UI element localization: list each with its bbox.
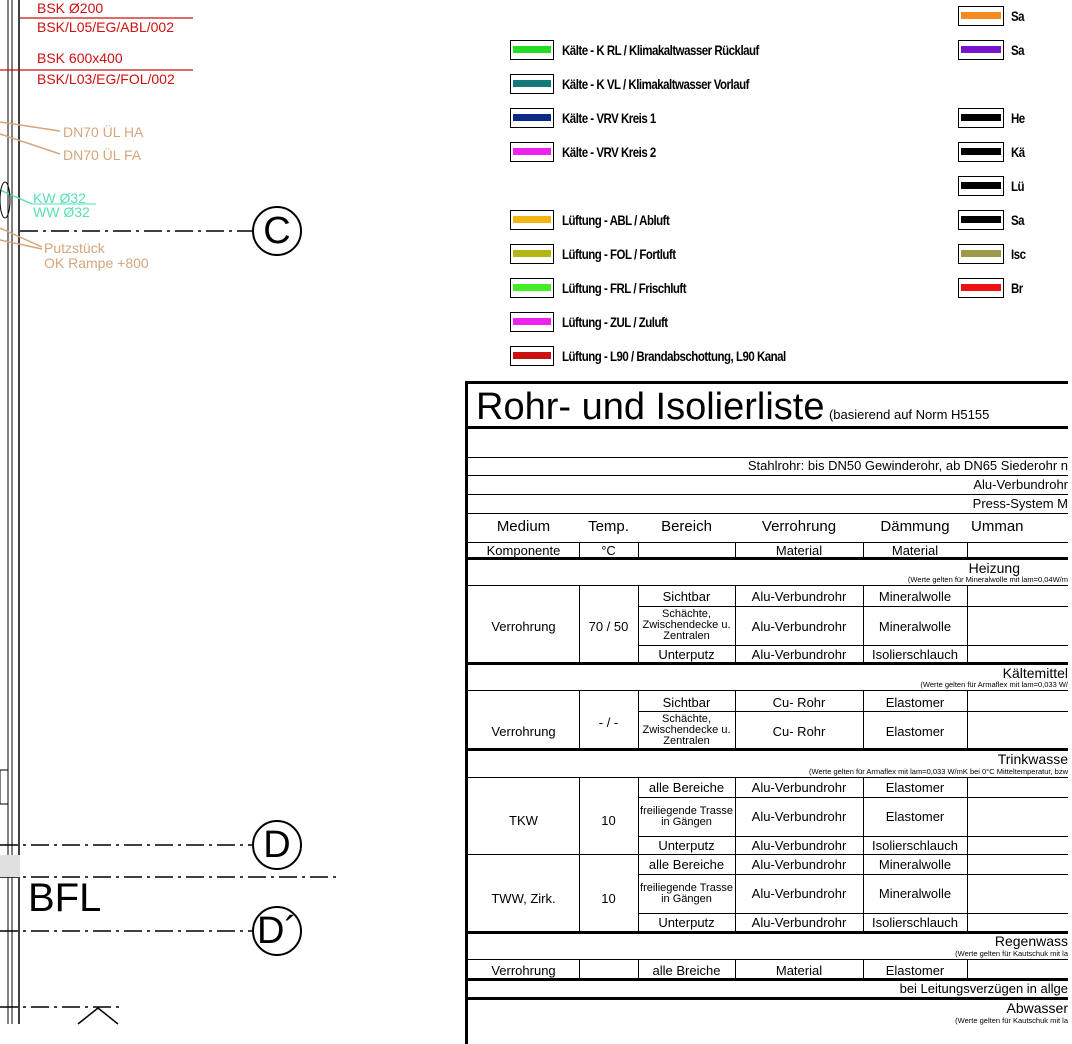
legend-label: Lüftung - FRL / Frischluft bbox=[562, 280, 687, 296]
ok-rampe-label: OK Rampe +800 bbox=[44, 255, 149, 271]
rohr-isolierliste-table bbox=[465, 381, 1068, 1044]
header-bereich: Bereich bbox=[661, 518, 712, 535]
grid-axis-d-prime-bubble: D´ bbox=[252, 906, 302, 956]
section-kaeltemittel: Kältemittel bbox=[1002, 665, 1068, 681]
header-ummantelung: Umman bbox=[971, 518, 1024, 535]
heizung-medium: Verrohrung bbox=[491, 619, 556, 634]
bsk-code-label-1: BSK/L05/EG/ABL/002 bbox=[37, 19, 174, 35]
subheader-komponente: Komponente bbox=[486, 543, 561, 558]
dn-ha-label: DN70 ÜL HA bbox=[63, 124, 144, 140]
putzstueck-label: Putzstück bbox=[44, 240, 105, 256]
regen-bereich: alle Breiche bbox=[652, 963, 721, 978]
tww-medium: TWW, Zirk. bbox=[491, 891, 556, 906]
tww-verrohrung-2: Alu-Verbundrohr bbox=[751, 886, 847, 901]
legend-label: Sa bbox=[1011, 212, 1025, 228]
legend-label: Lü bbox=[1011, 178, 1025, 194]
kaelte-bereich-2: Schächte, Zwischendecke u. Zentralen bbox=[642, 713, 731, 747]
legend-swatch bbox=[510, 346, 554, 366]
ww-label: WW Ø32 bbox=[33, 204, 90, 220]
kaelte-verrohrung-1: Cu- Rohr bbox=[772, 695, 826, 710]
heizung-daemmung-2: Mineralwolle bbox=[878, 619, 952, 634]
legend-label: Sa bbox=[1011, 8, 1025, 24]
heizung-bereich-1: Sichtbar bbox=[662, 589, 711, 604]
legend-swatch bbox=[958, 176, 1004, 196]
legend-label: Kälte - K VL / Klimakaltwasser Vorlauf bbox=[562, 76, 749, 92]
grid-axis-c-bubble: C bbox=[252, 206, 302, 256]
kaelte-verrohrung-2: Cu- Rohr bbox=[772, 724, 826, 739]
legend-label: He bbox=[1011, 110, 1025, 126]
regen-medium: Verrohrung bbox=[491, 963, 556, 978]
legend-swatch bbox=[958, 6, 1004, 26]
heizung-verrohrung-3: Alu-Verbundrohr bbox=[751, 647, 847, 662]
material-row-alu: Alu-Verbundrohr bbox=[973, 477, 1068, 492]
legend-swatch bbox=[510, 108, 554, 128]
heizung-daemmung-3: Isolierschlauch bbox=[872, 647, 958, 662]
legend-label: Kälte - VRV Kreis 2 bbox=[562, 144, 656, 160]
legend-label: Lüftung - FOL / Fortluft bbox=[562, 246, 676, 262]
subheader-material-verrohrung: Material bbox=[775, 543, 823, 558]
section-heizung: Heizung bbox=[968, 560, 1020, 576]
section-regenwasser-note: (Werte gelten für Kautschuk mit la bbox=[955, 949, 1068, 958]
tkw-bereich-2: freiliegende Trasse in Gängen bbox=[640, 805, 733, 828]
legend-label: Kälte - K RL / Klimakaltwasser Rücklauf bbox=[562, 42, 759, 58]
legend-label: Kälte - VRV Kreis 1 bbox=[562, 110, 656, 126]
heizung-bereich-3: Unterputz bbox=[658, 647, 715, 662]
tkw-verrohrung-2: Alu-Verbundrohr bbox=[751, 809, 847, 824]
legend-swatch bbox=[958, 142, 1004, 162]
legend-swatch bbox=[510, 312, 554, 332]
bsk-code-label-2: BSK/L03/EG/FOL/002 bbox=[37, 71, 175, 87]
legend-swatch bbox=[510, 74, 554, 94]
bfl-label: BFL bbox=[28, 876, 102, 920]
kw-label: KW Ø32 bbox=[33, 190, 86, 206]
table-title: Rohr- und Isolierliste bbox=[476, 386, 825, 428]
tkw-daemmung-3: Isolierschlauch bbox=[872, 838, 958, 853]
section-trinkwasser-note: (Werte gelten für Armaflex mit lam=0,033 W/mK bei 0°C Mitteltemperatur, bzw bbox=[809, 767, 1068, 776]
kaelte-daemmung-2: Elastomer bbox=[885, 724, 945, 739]
table-norm-note: (basierend auf Norm H5155 bbox=[828, 407, 990, 422]
section-abwasser: Abwasser bbox=[1006, 1000, 1068, 1016]
tkw-verrohrung-3: Alu-Verbundrohr bbox=[751, 838, 847, 853]
legend-label: Lüftung - ZUL / Zuluft bbox=[562, 314, 668, 330]
legend-label: Lüftung - ABL / Abluft bbox=[562, 212, 670, 228]
section-heizung-note: (Werte gelten für Mineralwolle mit lam=0,04W/m bbox=[907, 575, 1068, 584]
tww-daemmung-2: Mineralwolle bbox=[878, 886, 952, 901]
section-kaeltemittel-note: (Werte gelten für Armaflex mit lam=0,033 W/ bbox=[920, 680, 1068, 689]
tkw-daemmung-1: Elastomer bbox=[885, 780, 945, 795]
heizung-verrohrung-1: Alu-Verbundrohr bbox=[751, 589, 847, 604]
tkw-bereich-1: alle Bereiche bbox=[648, 780, 725, 795]
kaelte-bereich-1: Sichtbar bbox=[662, 695, 711, 710]
legend-label: Lüftung - L90 / Brandabschottung, L90 Kanal bbox=[562, 348, 786, 364]
tww-bereich-2: freiliegende Trasse in Gängen bbox=[640, 882, 733, 905]
tww-daemmung-3: Isolierschlauch bbox=[872, 915, 958, 930]
section-abwasser-note: (Werte gelten für Kautschuk mit la bbox=[955, 1016, 1068, 1025]
header-verrohrung: Verrohrung bbox=[761, 518, 837, 535]
tkw-daemmung-2: Elastomer bbox=[885, 809, 945, 824]
grid-axis-d-bubble: D bbox=[252, 820, 302, 870]
heizung-temp: 70 / 50 bbox=[588, 619, 629, 634]
kaelte-medium: Verrohrung bbox=[491, 724, 556, 739]
legend-label: Br bbox=[1011, 280, 1023, 296]
legend-swatch bbox=[510, 142, 554, 162]
dn-fa-label: DN70 ÜL FA bbox=[63, 147, 142, 163]
kaelte-temp: - / - bbox=[598, 715, 619, 730]
tww-verrohrung-1: Alu-Verbundrohr bbox=[751, 857, 847, 872]
subheader-material-daemmung: Material bbox=[891, 543, 939, 558]
tww-bereich-1: alle Bereiche bbox=[648, 857, 725, 872]
material-row-stahl: Stahlrohr: bis DN50 Gewinderohr, ab DN65 Siederohr n bbox=[747, 458, 1068, 473]
tkw-bereich-3: Unterputz bbox=[658, 838, 715, 853]
legend-label: Sa bbox=[1011, 42, 1025, 58]
subheader-grad: °C bbox=[601, 543, 616, 558]
legend-swatch bbox=[510, 210, 554, 230]
heizung-bereich-2: Schächte, Zwischendecke u. Zentralen bbox=[642, 608, 731, 642]
material-row-press: Press-System M bbox=[972, 496, 1068, 511]
header-temp: Temp. bbox=[588, 518, 629, 535]
section-trinkwasser: Trinkwasse bbox=[997, 751, 1068, 767]
legend-swatch bbox=[958, 278, 1004, 298]
legend-swatch bbox=[510, 278, 554, 298]
tkw-medium: TKW bbox=[509, 813, 538, 828]
heizung-verrohrung-2: Alu-Verbundrohr bbox=[751, 619, 847, 634]
bsk-size-label-2: BSK 600x400 bbox=[37, 50, 123, 66]
header-medium: Medium bbox=[496, 518, 551, 535]
legend-swatch bbox=[958, 40, 1004, 60]
regen-verrohrung: Material bbox=[775, 963, 823, 978]
bsk-size-label-1: BSK Ø200 bbox=[37, 0, 104, 16]
tkw-temp: 10 bbox=[601, 813, 616, 828]
section-regenwasser: Regenwass bbox=[994, 933, 1068, 949]
legend-swatch bbox=[510, 244, 554, 264]
legend-swatch bbox=[958, 210, 1004, 230]
tww-bereich-3: Unterputz bbox=[658, 915, 715, 930]
legend-swatch bbox=[958, 244, 1004, 264]
tww-daemmung-1: Mineralwolle bbox=[878, 857, 952, 872]
verzuegen-note: bei Leitungsverzügen in allge bbox=[899, 981, 1068, 996]
tww-temp: 10 bbox=[601, 891, 616, 906]
heizung-daemmung-1: Mineralwolle bbox=[878, 589, 952, 604]
legend-label: Isc bbox=[1011, 246, 1026, 262]
legend-swatch bbox=[958, 108, 1004, 128]
legend-swatch bbox=[510, 40, 554, 60]
header-daemmung: Dämmung bbox=[880, 518, 950, 535]
kaelte-daemmung-1: Elastomer bbox=[885, 695, 945, 710]
regen-daemmung: Elastomer bbox=[885, 963, 945, 978]
legend-label: Kä bbox=[1011, 144, 1025, 160]
tkw-verrohrung-1: Alu-Verbundrohr bbox=[751, 780, 847, 795]
tww-verrohrung-3: Alu-Verbundrohr bbox=[751, 915, 847, 930]
